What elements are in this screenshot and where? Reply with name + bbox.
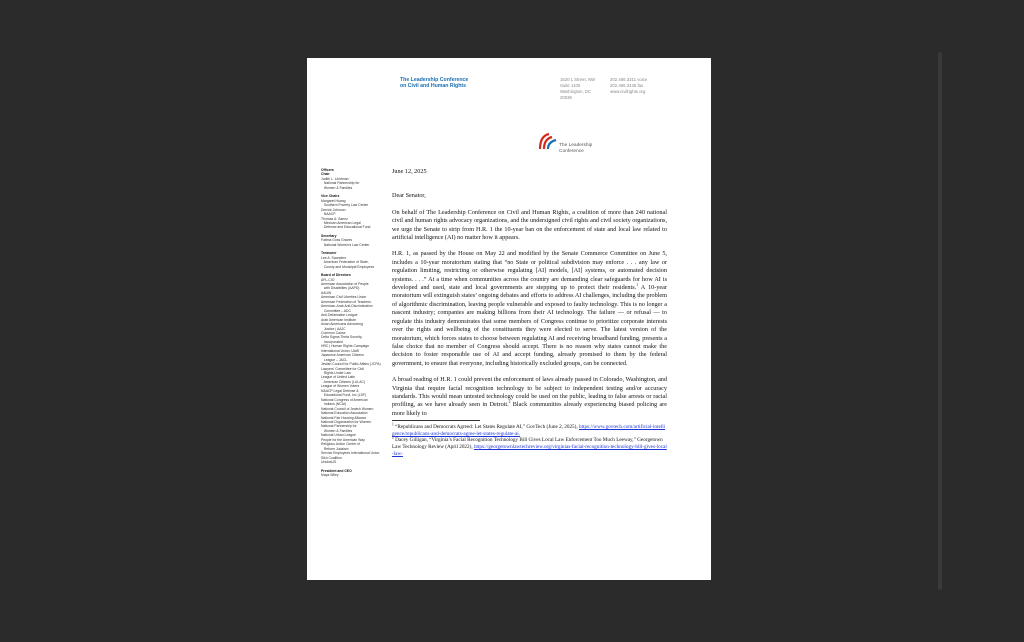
paragraph-3-text: A broad reading of H.R. 1 could prevent the enforcement of laws already passed in Colorado, Washington, and Virginia that require facial recognition technology to be subject to independent testing and/or accuracy standards. This would mean untested technology could be used on the public, leading to false arrests or racial profiling, as we have already seen in Detroit. — [392, 376, 667, 409]
sidebar-item: Jewish Council for Public Affairs (JCPA) — [321, 362, 381, 367]
footnote-text: Dacey Gilligan, “Virginia’s Facial Recognition Technology Bill Gives Local Law Enforcement Too Much Leeway,” Georgetown Law Technology Review (April 2022), — [392, 437, 663, 450]
sidebar-item: American Federation of State, — [321, 260, 369, 265]
letter-body — [392, 168, 667, 457]
sidebar-item: NAACP Legal Defense & — [321, 388, 359, 393]
sidebar-item: Thomas A. Saenz — [321, 216, 348, 221]
sidebar-item: HRC | Human Rights Campaign — [321, 344, 369, 349]
sidebar-item: National Partnership for — [321, 424, 357, 429]
sidebar-item: National Education Association — [321, 411, 368, 416]
sidebar-item: Arab American Institute — [321, 317, 357, 322]
sidebar-item: Derrick Johnson — [321, 207, 346, 212]
footnote-number: 2 — [392, 435, 394, 440]
sidebar-item: Incorporated — [321, 339, 343, 344]
address-line: 1620 L Street, NW — [560, 77, 596, 82]
sidebar-item: Asian Americans Advancing — [321, 322, 363, 327]
sidebar-item: People for the American Way — [321, 437, 365, 442]
sidebar-item: Religious Action Center of — [321, 442, 361, 447]
footnote-ref-2[interactable]: 2 — [508, 400, 511, 405]
paragraph-2 — [392, 250, 667, 368]
sidebar-item: National Fair Housing Alliance — [321, 415, 367, 420]
letter-date: June 12, 2025 — [392, 168, 427, 175]
sidebar-heading: Chair — [321, 172, 330, 177]
contact-voice: 202.466.3311 voice — [610, 77, 648, 82]
sidebar-heading: Officers — [321, 168, 334, 172]
board-sidebar — [321, 168, 395, 477]
address-line: Washington, DC — [560, 89, 592, 95]
sidebar-item: Defense and Educational Fund — [321, 225, 371, 230]
address-line: 20036 — [560, 95, 572, 101]
sidebar-item: Margaret Huang — [321, 198, 346, 203]
letterhead-org-name — [400, 77, 520, 90]
logo-text-line1: The Leadership — [559, 143, 593, 148]
paragraph-1: On behalf of The Leadership Conference on Civil and Human Rights, a coalition of more than 240 national civil and human rights advocacy organizations, and the undersigned civil rights and civil society organizations, we urge the Senate to strip from H.R. 1 the 10-year ban on the enforcement of state and local law related to artificial intelligence (AI) no matter how it appears. — [392, 208, 667, 242]
sidebar-item: Judith L. Lichtman — [321, 176, 349, 181]
document-page — [307, 58, 711, 580]
sidebar-item: Sikh Coalition — [321, 455, 342, 460]
footnote-text: “Republicans and Democrats Agreed: Let States Regulate AI,” GovTech (June 2, 2025), — [393, 424, 579, 431]
sidebar-item: National Women's Law Center — [321, 242, 370, 247]
sidebar-item: Reform Judaism — [321, 446, 349, 451]
org-name-line2: on Civil and Human Rights — [400, 83, 466, 90]
sidebar-heading: Board of Directors — [321, 273, 351, 278]
footnote-divider — [392, 420, 480, 421]
logo-text — [559, 143, 619, 154]
sidebar-item: Lawyers' Committee for Civil — [321, 366, 364, 371]
org-name-line1: The Leadership Conference — [400, 77, 469, 83]
sidebar-item: League of Women Voters — [321, 384, 360, 389]
letter-salutation: Dear Senator, — [392, 192, 426, 200]
footnote-link[interactable]: https://georgetownlawtechreview.org/virginias-facial-recognition-technology-bill-gives-local-law- — [392, 443, 667, 457]
sidebar-item: AFL-CIO — [321, 277, 335, 282]
sidebar-item: Committee – ADC — [321, 308, 351, 313]
letterhead-address — [560, 77, 610, 101]
logo-arcs-icon — [537, 131, 559, 151]
sidebar-item: American Civil Liberties Union — [321, 295, 367, 300]
sidebar-item: American Federation of Teachers — [321, 299, 371, 304]
letterhead-contact — [610, 77, 680, 95]
footnote-number: 1 — [392, 422, 394, 427]
sidebar-heading: Secretary — [321, 233, 337, 238]
sidebar-item: Indians (NCAI) — [321, 402, 347, 407]
sidebar-item: Japanese American Citizens — [321, 353, 364, 358]
sidebar-item: American Citizens (LULAC) — [321, 379, 366, 384]
vertical-scrollbar[interactable] — [938, 52, 942, 590]
sidebar-item: Delta Sigma Theta Sorority, — [321, 335, 363, 340]
sidebar-item: Justice | AAJC — [321, 326, 346, 331]
sidebar-item: Women & Families — [321, 428, 353, 433]
sidebar-heading: Treasurer — [321, 251, 337, 256]
paragraph-3-text-cont: Black communities already experiencing biased policing are more likely to — [392, 401, 667, 417]
paragraph-2-text-cont: A 10-year moratorium will extinguish states’ ongoing debates and efforts to address AI challenges, including the problem of algorithmic discrimination, leaving people vulnerable and exposed to faulty technology. This is no longer a nascent industry; companies are making billions from their AI technology. The failure — or refusal — to regulate this industry demonstrates that some members of Congress continue to prioritize corporate interests over the rights and wellbeing of the constituents they were elected to serve. The latest version of the moratorium, which forces states to choose between regulating AI and receiving broadband funding, presents a false choice that no member of Congress should accept. There is no reason why states cannot make the decision to foster responsible use of AI and accept funding, already promised to them by the federal government, to ensure that everyone, including historically excluded groups, can be connected. — [392, 284, 667, 367]
sidebar-heading: President and CEO — [321, 468, 352, 473]
sidebar-item: National Council of Jewish Women — [321, 406, 374, 411]
contact-website: www.civilrights.org — [610, 89, 646, 95]
sidebar-item: Maya Wiley — [321, 473, 339, 477]
sidebar-heading: Vice Chairs — [321, 194, 340, 199]
sidebar-item: Lee A. Saunders — [321, 255, 347, 260]
footnote-1 — [392, 424, 667, 437]
sidebar-item: American-Arab Anti-Discrimination — [321, 304, 373, 309]
paragraph-2-text: H.R. 1, as passed by the House on May 22 and modified by the Senate Commerce Committee on June 5, includes a 10-year moratorium stating that “no State or political subdivision may enforce . . . any law or regulation limiting, restricting or otherwise regulating [AI] models, [AI] systems, or automated decision systems. . . .” At a time when communities across the country are demanding clear safeguards for how AI is developed and used, state and local governments are stepping up to protect their residents. — [392, 250, 667, 292]
sidebar-item: County and Municipal Employees — [321, 264, 375, 269]
sidebar-item: National Partnership for — [321, 181, 360, 186]
sidebar-item: American Association of People — [321, 281, 369, 286]
sidebar-item: League – JACL — [321, 357, 348, 362]
sidebar-item: Anti-Defamation League — [321, 313, 358, 318]
contact-fax: 202.466.3435 fax — [610, 83, 644, 89]
paragraph-3 — [392, 376, 667, 418]
sidebar-item: League of United Latin — [321, 375, 356, 380]
sidebar-item: National Organization for Women — [321, 420, 372, 425]
sidebar-item: Service Employees International Union — [321, 451, 380, 456]
sidebar-item: International Union, UAW — [321, 348, 360, 353]
footnote-2 — [392, 437, 667, 457]
sidebar-item: Fatima Goss Graves — [321, 238, 353, 243]
sidebar-item: Women & Families — [321, 185, 353, 190]
sidebar-item: National Urban League — [321, 433, 356, 438]
sidebar-item: Mexican American Legal — [321, 220, 361, 225]
sidebar-item: Common Cause — [321, 330, 346, 335]
sidebar-item: National Congress of American — [321, 397, 368, 402]
sidebar-item: with Disabilities (AAPD) — [321, 286, 360, 291]
address-line: Suite 1100 — [560, 83, 581, 89]
sidebar-item: Rights Under Law — [321, 371, 351, 376]
sidebar-item: AAUW — [321, 290, 332, 295]
sidebar-item: UnidosUS — [321, 460, 337, 465]
logo-text-line2: Conference — [559, 148, 584, 154]
sidebar-item: Southern Poverty Law Center — [321, 203, 369, 208]
organization-logo — [537, 131, 617, 155]
sidebar-item: NAACP — [321, 212, 336, 217]
footnote-link[interactable]: https://www.govtech.com/artificial-intelligence/republicans-and-democrats-agree-let-states-regulate-ai. — [392, 424, 666, 437]
sidebar-item: Educational Fund, Inc (LDF) — [321, 393, 367, 398]
footnote-ref-1[interactable]: 1 — [636, 283, 638, 287]
